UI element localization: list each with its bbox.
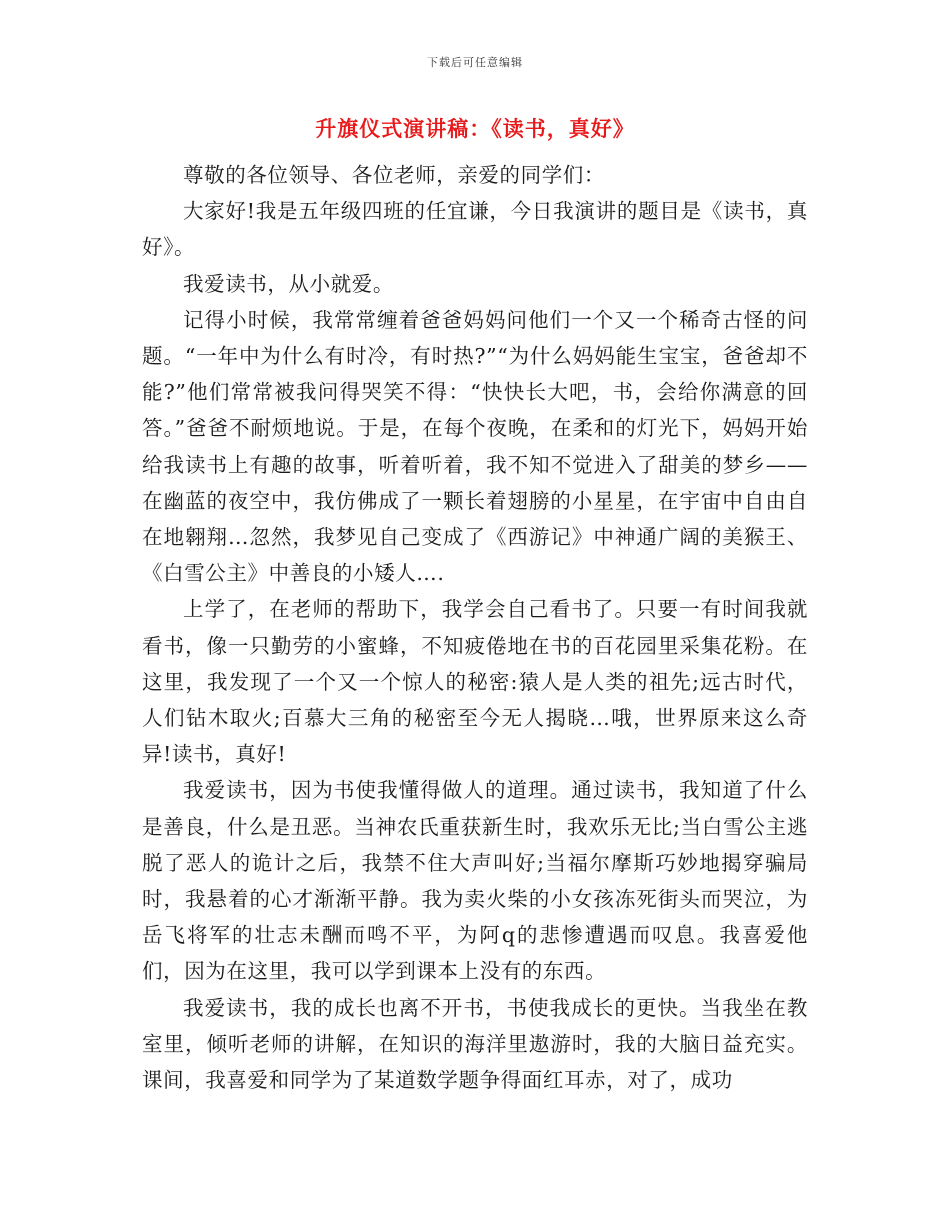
paragraph-intro: 大家好!我是五年级四班的任宜谦，今日我演讲的题目是《读书，真好》。 — [142, 199, 808, 260]
paragraph-school: 上学了，在老师的帮助下，我学会自己看书了。只要一有时间我就看书，像一只勤劳的小蜜蜂，不知疲倦地在书的百花园里采集花粉。在这里，我发现了一个又一个惊人的秘密:猿人是人类的祖先;远古时代，人们钻木取火;百慕大三角的秘密至今无人揭晓…哦，世界原来这么奇异!读书，真好! — [142, 597, 808, 767]
paragraph-childhood: 记得小时候，我常常缠着爸爸妈妈问他们一个又一个稀奇古怪的问题。“一年中为什么有时冷，有时热?”“为什么妈妈能生宝宝，爸爸却不能?”他们常常被我问得哭笑不得：“快快长大吧，书，会给你满意的回答。”爸爸不耐烦地说。于是，在每个夜晚，在柔和的灯光下，妈妈开始给我读书上有趣的故事，听着听着，我不知不觉进入了甜美的梦乡——在幽蓝的夜空中，我仿佛成了一颗长着翅膀的小星星，在宇宙中自由自在地翱翔…忽然，我梦见自己变成了《西游记》中神通广阔的美猴王、《白雪公主》中善良的小矮人…. — [142, 307, 808, 586]
paragraph-love-reading: 我爱读书，从小就爱。 — [183, 271, 394, 296]
speech-body — [142, 157, 808, 1098]
paragraph-greeting: 尊敬的各位领导、各位老师，亲爱的同学们： — [183, 163, 605, 187]
page-title: 升旗仪式演讲稿：《读书，真好》 — [315, 116, 635, 141]
header-note: 下载后可任意编辑 — [427, 56, 523, 69]
paragraph-morals: 我爱读书，因为书使我懂得做人的道理。通过读书，我知道了什么是善良，什么是丑恶。当神农氏重获新生时，我欢乐无比;当白雪公主逃脱了恶人的诡计之后，我禁不住大声叫好;当福尔摩斯巧妙地揭穿骗局时，我悬着的心才渐渐平静。我为卖火柴的小女孩冻死街头而哭泣，为岳飞将军的壮志未酬而鸣不平，为阿q的悲惨遭遇而叹息。我喜爱他们，因为在这里，我可以学到课本上没有的东西。 — [142, 778, 808, 984]
paragraph-growth: 我爱读书，我的成长也离不开书，书使我成长的更快。当我坐在教室里，倾听老师的讲解，在知识的海洋里遨游时，我的大脑日益充实。课间，我喜爱和同学为了某道数学题争得面红耳赤，对了，成功 — [142, 995, 808, 1093]
